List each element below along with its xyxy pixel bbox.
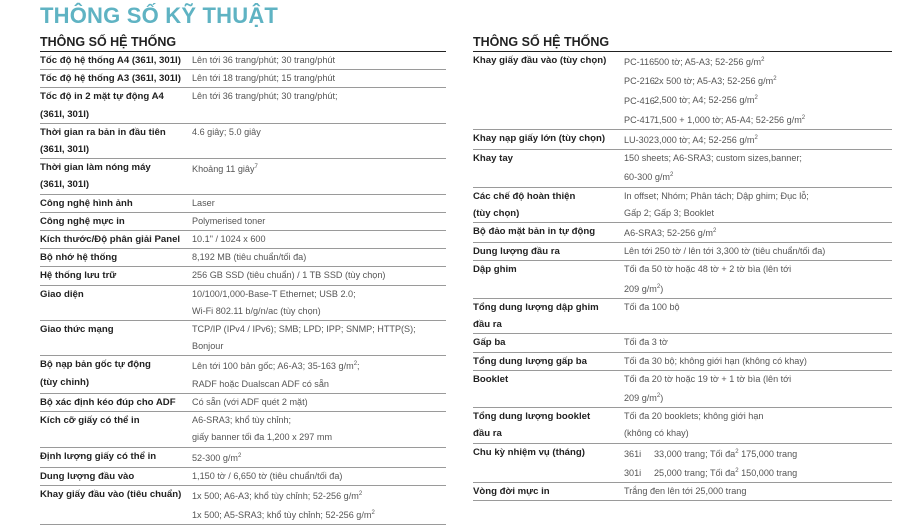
spec-value-text: Khoảng 11 giây (192, 164, 255, 175)
spec-value-text: 2,500 tờ; A4; 52-256 g/m (654, 95, 755, 106)
spec-label-line: Booklet (473, 373, 509, 385)
spec-label-line: Tốc độ hệ thống A4 (361I, 301I) (40, 55, 181, 66)
spec-value-text: 209 g/m (624, 283, 657, 294)
spec-label (40, 448, 192, 467)
spec-label-line: đầu ra (473, 428, 502, 440)
spec-row (40, 356, 446, 393)
spec-value-line (624, 150, 892, 167)
spec-label (40, 213, 192, 230)
spec-value (192, 249, 446, 266)
spec-label (40, 124, 192, 158)
spec-label-line: Hệ thống lưu trữ (40, 270, 117, 282)
spec-value-text: 60-300 g/m (624, 172, 671, 183)
spec-label-line: Khay giấy đầu vào (tùy chọn) (473, 55, 607, 66)
spec-label-line: Khay tay (473, 153, 513, 165)
spec-value-line (192, 124, 446, 141)
spec-label (473, 188, 624, 222)
spec-row (473, 408, 892, 443)
spec-value-text: 52-300 g/m (192, 452, 239, 463)
spec-label-line: (tùy chọn) (473, 207, 520, 219)
spec-label-line: Dung lượng đầu ra (473, 246, 560, 258)
spec-label (40, 88, 192, 122)
spec-value-line (192, 412, 446, 429)
spec-value (192, 231, 446, 248)
spec-value-line (192, 429, 446, 446)
superscript: 2 (353, 361, 358, 368)
spec-value-line (624, 90, 892, 109)
spec-label (40, 52, 192, 69)
spec-value (192, 448, 446, 467)
spec-row (40, 159, 446, 194)
spec-value-line (192, 394, 446, 411)
spec-label (40, 195, 192, 212)
spec-value-text: 10/100/1,000-Base-T Ethernet; USB 2.0; (192, 288, 356, 299)
spec-label-line: (361I, 301I) (40, 108, 90, 120)
superscript: 2 (238, 452, 242, 459)
spec-row (473, 483, 892, 501)
spec-row (473, 371, 892, 408)
spec-value-line (624, 371, 892, 388)
spec-value-line (624, 388, 892, 407)
spec-value-line (192, 195, 446, 212)
spec-value (624, 444, 892, 482)
spec-label-line: Kích thước/Độ phân giải Panel (40, 234, 181, 246)
spec-label (473, 243, 624, 260)
spec-label-line: Giao diện (40, 288, 84, 300)
spec-label-line: Bộ đảo mặt bản in tự động (473, 226, 596, 238)
spec-value (624, 243, 892, 260)
spec-value-text: Lên tới 36 trang/phút; 30 trang/phút; (192, 91, 338, 102)
spec-value-line (624, 167, 892, 186)
spec-value (624, 353, 892, 370)
section-heading: THÔNG SỐ HỆ THỐNG (473, 34, 892, 52)
spec-value-text: 33,000 trang; Tối đa (654, 448, 736, 459)
spec-row (40, 486, 446, 525)
spec-value-text: RADF hoặc Dualscan ADF có sẵn (192, 378, 329, 389)
spec-value-text: 175,000 trang (738, 448, 798, 459)
spec-value-text: Gấp 2; Gấp 3; Booklet (624, 207, 714, 218)
spec-value-text: 4.6 giây; 5.0 giây (192, 126, 261, 137)
superscript: 2 (754, 95, 758, 102)
spec-value-text: 1x 500; A6-A3; khổ tùy chỉnh; 52-256 g/m (192, 490, 359, 501)
spec-label (473, 299, 624, 333)
spec-value-line (192, 468, 446, 485)
spec-value-line (192, 338, 446, 355)
spec-label (473, 150, 624, 186)
superscript: 2 (670, 172, 674, 179)
spec-value (192, 213, 446, 230)
spec-label-line: Dập ghim (473, 264, 517, 276)
spec-row (473, 299, 892, 334)
spec-value-line (192, 88, 446, 105)
spec-label-line: Chu kỳ nhiệm vụ (tháng) (473, 446, 585, 458)
spec-value-line (192, 321, 446, 338)
spec-label-line: Vòng đời mực in (473, 486, 550, 498)
spec-value-text: Trắng đen lên tới 25,000 trang (624, 486, 747, 497)
spec-value-line (192, 376, 446, 393)
spec-value-text: giấy banner tối đa 1,200 x 297 mm (192, 432, 333, 443)
spec-value-text: Lên tới 18 trang/phút; 15 trang/phút (192, 73, 335, 84)
spec-value-text: 500 tờ; A5-A3; 52-256 g/m (654, 57, 762, 68)
spec-value-line (624, 205, 892, 222)
spec-value-text: Wi-Fi 802.11 b/g/n/ac (tùy chọn) (192, 305, 321, 316)
spec-value-line (192, 231, 446, 248)
spec-value-text: Lên tới 36 trang/phút; 30 trang/phút (192, 55, 335, 65)
spec-label (40, 231, 192, 248)
spec-value-line (624, 71, 892, 90)
spec-value (624, 223, 892, 242)
spec-label (40, 412, 192, 446)
superscript: 2 (735, 448, 739, 455)
spec-value-text: 1,500 + 1,000 tờ; A5-A4; 52-256 g/m (654, 114, 802, 125)
spec-label (473, 371, 624, 407)
spec-value-text: 25,000 trang; Tối đa (654, 467, 736, 478)
superscript: 7 (254, 164, 258, 171)
right-spec-column (473, 34, 892, 501)
spec-value-line (624, 52, 892, 71)
spec-value-text: Tối đa 100 bộ (624, 301, 680, 312)
spec-label (473, 52, 624, 129)
spec-value-line (192, 70, 446, 87)
left-spec-column (40, 34, 446, 525)
spec-label-line: Thời gian ra bản in đầu tiên (40, 126, 166, 138)
spec-label (473, 130, 624, 149)
spec-label-line: Giao thức mạng (40, 324, 114, 336)
spec-row (473, 223, 892, 243)
spec-value-text: Bonjour (192, 341, 224, 352)
spec-label (40, 249, 192, 266)
superscript: 2 (761, 57, 765, 63)
spec-value-line (624, 223, 892, 242)
spec-value-text: 8,192 MB (tiêu chuẩn/tối đa) (192, 252, 307, 263)
spec-label (473, 334, 624, 351)
superscript: 2 (656, 283, 661, 290)
spec-value-line (624, 408, 892, 425)
section-heading: THÔNG SỐ HỆ THỐNG (40, 34, 446, 52)
model-code: PC-116 (624, 57, 655, 68)
spec-label-line: Bộ xác định kéo đúp cho ADF (40, 396, 176, 408)
spec-row (40, 213, 446, 231)
model-code: LU-302 (624, 134, 654, 145)
spec-label-line: Khay giấy đầu vào (tiêu chuẩn) (40, 488, 182, 500)
spec-value-line (624, 353, 892, 370)
spec-row (40, 124, 446, 159)
spec-value (192, 124, 446, 158)
spec-label-line: Tổng dung lượng booklet (473, 411, 591, 423)
spec-label (473, 483, 624, 500)
model-code: PC-417 (624, 114, 655, 125)
model-code: PC-416 (624, 95, 655, 106)
spec-value-text: / 1024 x 600 (212, 234, 266, 245)
spec-value (192, 195, 446, 212)
spec-row (473, 130, 892, 150)
page-title: THÔNG SỐ KỸ THUẬT (40, 3, 279, 28)
spec-value (192, 267, 446, 284)
spec-value-line (624, 463, 892, 482)
superscript: 2 (735, 467, 739, 474)
spec-value-line (624, 444, 892, 463)
spec-value-text: 1x 500; A5-SRA3; khổ tùy chỉnh; 52-256 g/m (192, 510, 372, 521)
spec-value (624, 371, 892, 407)
spec-label-line: (361I, 301I) (40, 144, 90, 156)
spec-label-line: Bộ nhớ hệ thống (40, 252, 118, 264)
superscript: 2 (754, 134, 758, 141)
spec-value (624, 483, 892, 500)
spec-value-text: Tối đa 20 tờ hoặc 19 tờ + 1 tờ bìa (lên tới (624, 373, 792, 384)
spec-label (40, 468, 192, 485)
spec-value-line (192, 286, 446, 303)
spec-value-text: 10.1" (192, 234, 213, 245)
superscript: 2 (773, 76, 777, 83)
spec-value (192, 321, 446, 355)
spec-value-text: ) (660, 283, 664, 294)
spec-label (473, 261, 624, 297)
spec-row (40, 88, 446, 123)
spec-value-text: In offset; Nhóm; Phân tách; Dập ghim; Đục lỗ; (624, 190, 809, 201)
spec-value-text: 256 GB SSD (tiêu chuẩn) / 1 TB SSD (tùy chọn) (192, 270, 386, 281)
model-code: 301i (624, 467, 642, 478)
model-code: 361i (624, 448, 642, 459)
spec-value-line (624, 483, 892, 500)
spec-label (40, 321, 192, 355)
spec-row (473, 444, 892, 483)
spec-label-line: Kích cỡ giấy có thể in (40, 415, 140, 427)
spec-value (624, 188, 892, 222)
spec-value-line (192, 52, 446, 69)
spec-label-line: (tùy chỉnh) (40, 376, 90, 388)
spec-value-text: A6-SRA3; khổ tùy chỉnh; (192, 415, 292, 426)
spec-label (40, 394, 192, 411)
spec-value-text: Laser (192, 197, 215, 208)
spec-label (40, 70, 192, 87)
spec-value-text: 209 g/m (624, 392, 657, 403)
spec-label (40, 356, 192, 392)
spec-label (40, 159, 192, 193)
spec-value-line (192, 267, 446, 284)
spec-value-line (192, 213, 446, 230)
spec-value-line (624, 188, 892, 205)
spec-value-text: Tối đa 3 tờ (624, 337, 668, 348)
spec-value-text: ) (660, 392, 664, 403)
spec-row (40, 412, 446, 447)
spec-value-text: TCP/IP (IPv4 / IPv6); SMB; LPD; IPP; SNMP; HTTP(S); (192, 324, 416, 335)
spec-value (192, 394, 446, 411)
spec-value-text: 1,150 tờ / 6,650 tờ (tiêu chuẩn/tối đa) (192, 470, 343, 481)
spec-value-line (192, 448, 446, 467)
spec-value-text: Polymerised toner (192, 215, 266, 226)
spec-value-line (192, 249, 446, 266)
spec-value-text: Tối đa 50 tờ hoặc 48 tờ + 2 tờ bìa (lên tới (624, 264, 792, 275)
spec-value-text: Lên tới 250 tờ / lên tới 3,300 tờ (tiêu chuẩn/tối đa) (624, 246, 826, 257)
spec-row (473, 52, 892, 130)
spec-value-line (192, 356, 446, 375)
spec-value-line (624, 425, 892, 442)
spec-label (473, 408, 624, 442)
spec-label (473, 223, 624, 242)
spec-row (40, 231, 446, 249)
spec-label-line: Công nghệ hình ảnh (40, 197, 133, 209)
spec-row (473, 353, 892, 371)
spec-value (192, 88, 446, 122)
spec-row (40, 249, 446, 267)
spec-label-line: Gấp ba (473, 337, 506, 349)
spec-value (624, 408, 892, 442)
spec-row (40, 286, 446, 321)
spec-value (192, 412, 446, 446)
spec-value-text: A6-SRA3; 52-256 g/m (624, 228, 713, 239)
spec-label-line: Tổng dung lượng dập ghim (473, 301, 599, 313)
spec-value-line (624, 261, 892, 278)
spec-row (473, 261, 892, 298)
spec-label-line: Bộ nạp bản gốc tự động (40, 359, 151, 371)
spec-value (192, 286, 446, 320)
superscript: 2 (358, 490, 363, 497)
spec-value-line (624, 279, 892, 298)
spec-value (192, 486, 446, 524)
spec-value (192, 356, 446, 392)
spec-row (40, 195, 446, 213)
spec-value (624, 299, 892, 333)
spec-label (40, 486, 192, 524)
spec-label-line: (361I, 301I) (40, 179, 90, 191)
spec-value (192, 468, 446, 485)
spec-row (40, 448, 446, 468)
spec-label-line: Khay nạp giấy lớn (tùy chọn) (473, 132, 606, 144)
spec-label (40, 286, 192, 320)
spec-value-text: Tối đa 30 bộ; không giới hạn (không có khay) (624, 355, 807, 366)
spec-value-line (192, 159, 446, 178)
spec-row (40, 70, 446, 88)
spec-row (40, 52, 446, 70)
spec-value-text: Tối đa 20 booklets; không giới hạn (624, 411, 764, 422)
superscript: 2 (371, 510, 375, 517)
superscript: 2 (801, 114, 806, 121)
spec-value (192, 70, 446, 87)
spec-label (473, 444, 624, 482)
spec-row (473, 188, 892, 223)
spec-value (624, 261, 892, 297)
spec-value-text: 2x 500 tờ; A5-A3; 52-256 g/m (654, 76, 774, 87)
spec-label-line: Tốc độ in 2 mặt tự động A4 (40, 91, 164, 103)
spec-value-text: 150,000 trang (738, 467, 798, 478)
spec-value-line (624, 110, 892, 129)
spec-value-line (624, 334, 892, 351)
spec-value (192, 52, 446, 69)
superscript: 2 (656, 392, 661, 399)
spec-value-text: (không có khay) (624, 428, 689, 439)
model-code: PC-216 (624, 76, 655, 87)
spec-label-line: Dung lượng đầu vào (40, 470, 135, 482)
spec-label-line: Công nghệ mực in (40, 215, 125, 227)
spec-label (40, 267, 192, 284)
spec-value-text: Lên tới 100 bản gốc; A6-A3; 35-163 g/m (192, 361, 354, 372)
spec-table (473, 52, 892, 501)
spec-value (192, 159, 446, 193)
spec-value (624, 130, 892, 149)
spec-label (473, 353, 624, 370)
spec-value-line (192, 505, 446, 524)
spec-label-line: Các chế độ hoàn thiện (473, 190, 576, 202)
spec-value-line (624, 243, 892, 260)
spec-row (473, 150, 892, 187)
spec-row (40, 267, 446, 285)
spec-row (473, 334, 892, 352)
spec-table (40, 52, 446, 525)
spec-value-line (624, 299, 892, 316)
spec-value-text: ; (357, 361, 360, 372)
spec-label-line: Tốc độ hệ thống A3 (361I, 301I) (40, 73, 181, 85)
spec-label-line: Thời gian làm nóng máy (40, 162, 151, 174)
spec-value (624, 150, 892, 186)
spec-value-line (192, 303, 446, 320)
spec-row (473, 243, 892, 261)
spec-value-text: Có sẵn (với ADF quét 2 mặt) (192, 396, 308, 407)
spec-label-line: Định lượng giấy có thể in (40, 450, 157, 462)
spec-value-line (624, 130, 892, 149)
spec-value-text: 3,000 tờ; A4; 52-256 g/m (654, 134, 755, 145)
spec-value (624, 52, 892, 129)
spec-value (624, 334, 892, 351)
spec-row (40, 394, 446, 412)
spec-row (40, 321, 446, 356)
spec-label-line: đầu ra (473, 319, 502, 331)
spec-row (40, 468, 446, 486)
spec-label-line: Tổng dung lượng gấp ba (473, 355, 587, 367)
superscript: 2 (712, 228, 717, 235)
spec-value-text: 150 sheets; A6-SRA3; custom sizes,banner; (624, 153, 802, 164)
